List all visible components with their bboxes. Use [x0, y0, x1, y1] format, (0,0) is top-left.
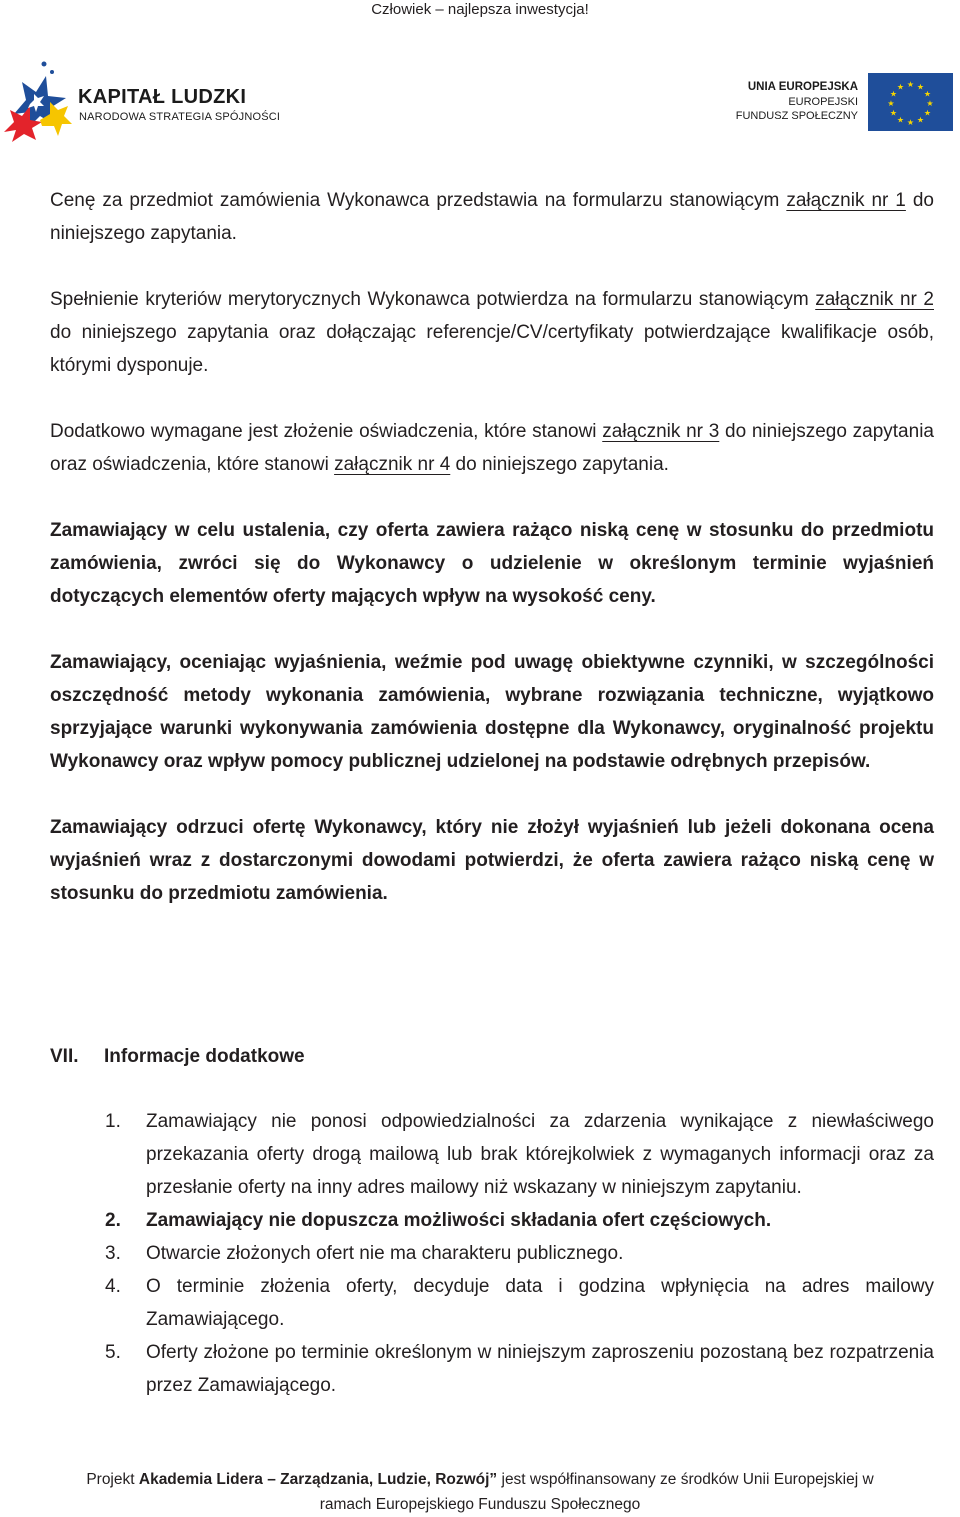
footer-project-name: Akademia Lidera – Zarządzania, Ludzie, Rozwój” [138, 1471, 498, 1488]
list-item [105, 1270, 934, 1336]
paragraph-evaluation-factors: Zamawiający, oceniając wyjaśnienia, weźmie pod uwagę obiektywne czynniki, w szczególności oszczędność metody wykonania zamówienia, wybrane rozwiązania techniczne, wyjątkowo sprzyjające warunki wykonywania zamówienia dostępne dla Wykonawcy, oryginalność projektu Wykonawcy oraz wpływ pomocy publicznej udzielonej na podstawie odrębnych przepisów. [50, 652, 934, 772]
attachment-3-link[interactable]: załącznik nr 3 [602, 421, 720, 442]
additional-info-list [105, 1105, 934, 1402]
paragraph-text: Cenę za przedmiot zamówienia Wykonawca przedstawia na formularzu stanowiącym [50, 190, 787, 211]
paragraph-text: do niniejszego zapytania. [50, 190, 934, 244]
kapital-ludzki-title: KAPITAŁ LUDZKI [78, 86, 247, 108]
attachment-4-link[interactable]: załącznik nr 4 [334, 454, 451, 475]
list-item-number: 5. [105, 1342, 121, 1363]
header-tagline: Człowiek – najlepsza inwestycja! [371, 1, 589, 18]
list-item [105, 1204, 934, 1237]
eu-line3: FUNDUSZ SPOŁECZNY [735, 110, 858, 122]
svg-text:★: ★ [889, 108, 898, 118]
paragraph-text: Spełnienie kryteriów merytorycznych Wykonawca potwierdza na formularzu stanowiącym [50, 289, 816, 310]
list-item-text: Zamawiający nie ponosi odpowiedzialności za zdarzenia wynikające z niewłaściwego przekazania oferty drogą mailową lub brak którejkolwiek z wymaganych informacji oraz za przesłanie oferty na inny adres mailowy niż wskazany w niniejszym zapytaniu. [146, 1111, 934, 1198]
kapital-ludzki-subtitle: NARODOWA STRATEGIA SPÓJNOŚCI [79, 111, 281, 123]
footer-prefix: Projekt [86, 1471, 139, 1488]
list-item-text: Otwarcie złożonych ofert nie ma charakteru publicznego. [146, 1243, 624, 1264]
svg-text:★: ★ [896, 115, 905, 125]
list-item-number: 1. [105, 1111, 121, 1132]
eu-flag-icon [868, 73, 953, 131]
svg-text:★: ★ [889, 89, 898, 99]
section-title: Informacje dodatkowe [104, 1046, 305, 1067]
paragraph-text: do niniejszego zapytania. [450, 454, 669, 475]
footer-line2: ramach Europejskiego Funduszu Społecznego [319, 1496, 641, 1513]
paragraph-rejection: Zamawiający odrzuci ofertę Wykonawcy, który nie złożył wyjaśnień lub jeżeli dokonana ocena wyjaśnień wraz z dostarczonymi dowodami potwierdzi, że oferta zawiera rażąco niską cenę w stosunku do przedmiotu zamówienia. [50, 817, 934, 904]
footer-line1 [0, 1467, 960, 1492]
eu-text-block [733, 80, 858, 123]
section-number: VII. [50, 1046, 79, 1067]
attachment-2-link[interactable]: załącznik nr 2 [815, 289, 934, 310]
paragraph-declarations [50, 415, 934, 481]
eu-line2: EUROPEJSKI [788, 96, 858, 108]
list-item [105, 1336, 934, 1402]
attachment-1-link[interactable]: załącznik nr 1 [786, 190, 906, 211]
paragraph-text: Dodatkowo wymagane jest złożenie oświadczenia, które stanowi [50, 421, 603, 442]
svg-text:★: ★ [926, 99, 934, 108]
paragraph-text: do niniejszego zapytania oraz oświadczenia, które stanowi [50, 421, 934, 475]
section-heading [50, 1040, 305, 1073]
list-item-number: 3. [105, 1243, 121, 1264]
svg-text:★: ★ [916, 115, 925, 125]
list-item-number: 2. [105, 1210, 121, 1231]
svg-text:★: ★ [916, 82, 925, 92]
list-item [105, 1105, 934, 1204]
list-item-text: Zamawiający nie dopuszcza możliwości składania ofert częściowych. [146, 1210, 772, 1231]
paragraph-low-price-inquiry: Zamawiający w celu ustalenia, czy oferta zawiera rażąco niską cenę w stosunku do przedmiotu zamówienia, zwróci się do Wykonawcy o udzielenie w określonym terminie wyjaśnień dotyczących elementów oferty mających wpływ na wysokość ceny. [50, 520, 934, 607]
paragraph-text: do niniejszego zapytania oraz dołączając referencje/CV/certyfikaty potwierdzające kwalifikacje osób, którymi dysponuje. [50, 322, 934, 376]
svg-text:★: ★ [906, 80, 915, 89]
list-item [105, 1237, 934, 1270]
paragraph-price [50, 184, 934, 250]
paragraph-criteria [50, 283, 934, 382]
list-item-text: Oferty złożone po terminie określonym w niniejszym zaproszeniu pozostaną bez rozpatrzenia przez Zamawiającego. [146, 1342, 934, 1396]
list-item-number: 4. [105, 1276, 121, 1297]
svg-text:★: ★ [923, 89, 932, 99]
svg-text:★: ★ [906, 118, 915, 127]
document-body [50, 184, 934, 910]
footer-suffix: jest współfinansowany ze środków Unii Europejskiej w [497, 1471, 874, 1488]
svg-text:★: ★ [887, 99, 895, 108]
eu-line1: UNIA EUROPEJSKA [747, 81, 858, 93]
page-footer [0, 1467, 960, 1517]
svg-text:★: ★ [923, 108, 932, 118]
list-item-text: O terminie złożenia oferty, decyduje data i godzina wpłynięcia na adres mailowy Zamawiającego. [146, 1276, 934, 1330]
svg-text:★: ★ [896, 82, 905, 92]
